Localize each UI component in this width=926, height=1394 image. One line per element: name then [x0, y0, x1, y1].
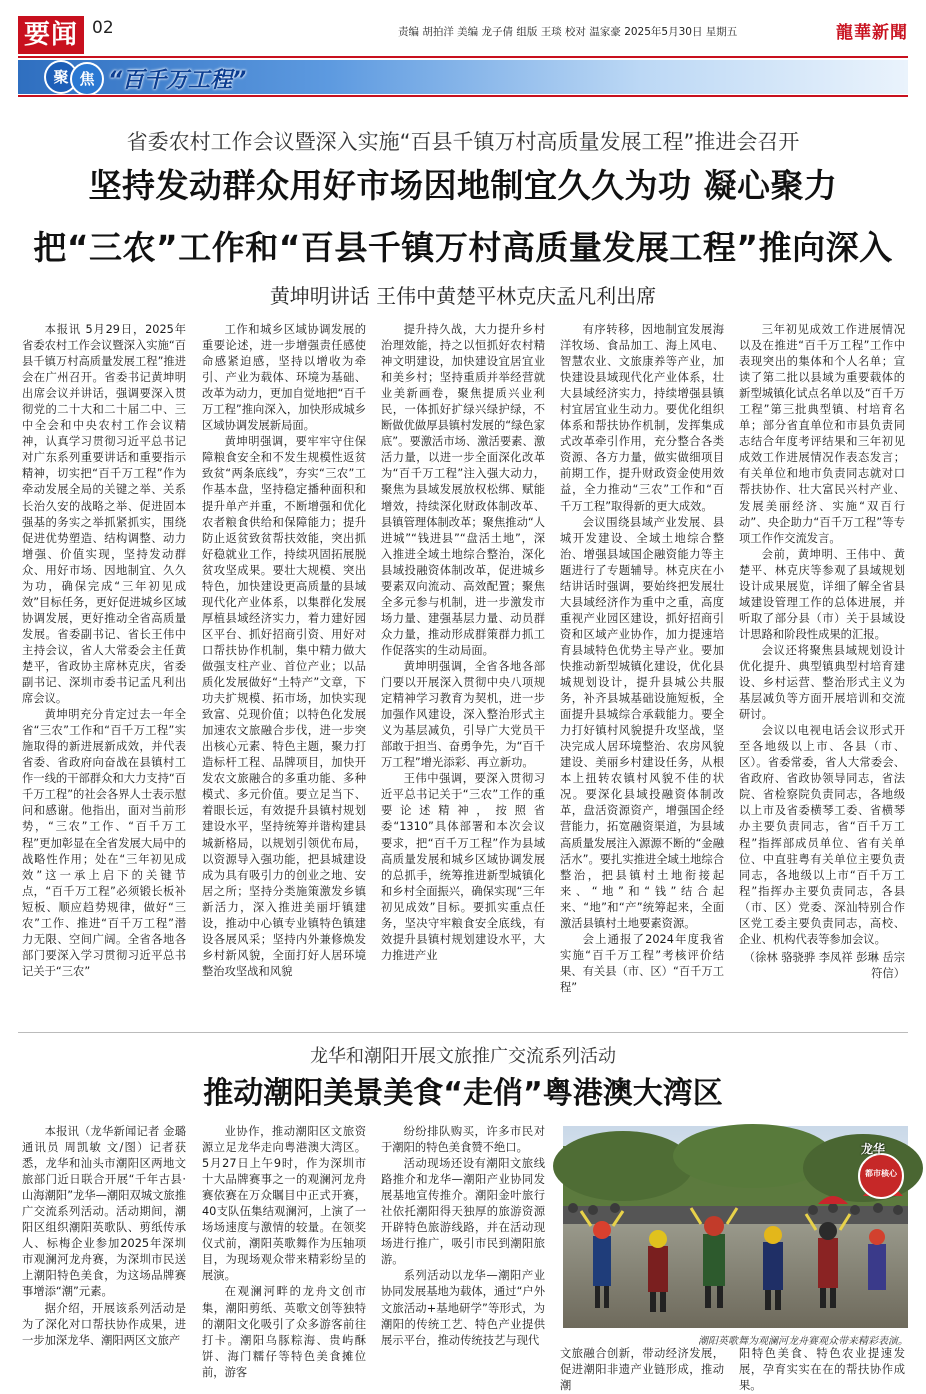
article2-col4-text: 文旅融合创新，带动经济发展，促进潮阳非遗产业链形成，推动潮 [560, 1347, 724, 1393]
article1-kicker: 省委农村工作会议暨深入实施“百县千镇万村高质量发展工程”推进会召开 [126, 130, 800, 154]
photo-illustration [563, 1126, 908, 1328]
article2-col1-text-para: 据介绍，开展该系列活动是为了深化对口帮扶协作成果，进一步加深龙华、潮阳两区文旅产 [22, 1301, 186, 1347]
article1-col4-text-para: 会议围绕县域产业发展、县城开发建设、全域土地综合整治、增强县域国企融资能力等主题进行了专题辅导。林克庆在小结讲话时强调，要始终把发展壮大县域经济作为重中之重，高度重视产业园区建设，抓好招商引资和区域产业协作，加力提速培育县域特色优势主导产业。要加快推动新型城镇化建设，优化县城规划设计，提升县城公共服务，补齐县城基础设施短板，全面提升县城综合承载能力。要全力打好镇村风貌提升攻坚战，坚决完成人居环境整治、农房风貌建设、美丽乡村建设任务，从根本上扭转农镇村风貌不佳的状况。要深化县域投融资体制改革，盘活资源资产，增强国企经营能力，拓宽融资渠道，为县域高质量发展注入源源不断的“金融活水”。要扎实推进全域土地综合整治，把县镇村土地衔接起来、“地”和“钱”结合起来、“地”和“产”统筹起来，全面激活县镇村土地要素资源。 [560, 515, 725, 930]
section-divider [18, 1032, 908, 1033]
article1-col5-text: 三年初见成效工作进展情况以及在推进“百千万工程”工作中表现突出的集体和个人名单；宣读了第二批以县域为重要载体的新型城镇化试点名单以及“百千万工程”第三批典型镇、村培育名单；部分省直单位和市县负责同志结合年度考评结果和三年初见成效工作进展情况作表态发言；有关单位和地市负责同志就对口帮扶协作、壮大富民兴村产业、发展美丽经济、实施“双百行动”、央企助力“百千万工程”等专项工作作交流发言。 [739, 323, 905, 545]
article2-col3-text: 纷纷排队购买，许多市民对于潮阳的特色美食赞不绝口。 [381, 1125, 545, 1155]
article1-col5-text-para: 会议还将聚焦县域规划设计优化提升、典型镇典型村培育建设、乡村运营、整治形式主义为基层减负等方面开展培训和交流研讨。 [739, 643, 905, 722]
banner-title: “百千万工程” [108, 68, 247, 93]
article2-kicker: 龙华和潮阳开展文旅推广交流系列活动 [310, 1046, 616, 1067]
article1-col2-text-para: 黄坤明强调，要牢牢守住保障粮食安全和不发生规模性返贫致贫“两条底线”，夯实“三农”工作基本盘，坚持稳定播种面积和提升单产并重，不断增强和优化农者粮食供给和保障能力；提升防止返贫致贫帮扶效能，突出抓好稳就业工作，持续巩固拓展脱贫攻坚成果。要壮大规模、突出特色，加快建设更高质量的县域现代化产业体系，以集群化发展厚植县域经济实力，着力建好园区平台、抓好招商引资、用好对口帮扶协作机制，集中精力做大做强支柱产业、首位产业；以品质化发展做好“土特产”文章，下功夫扩规模、拓市场，加快实现致富、兑现价值；以特色化发展加速农文旅融合步伐，进一步突出核心元素、特色主题，聚力打造标杆工程、品牌项目，加快开发农文旅融合的多重功能、多种模式、多元价值。要立足当下、着眼长远，有效提升县镇村规划建设水平，坚持统筹并谐构建县城新格局，以规划引领优布局，以资源导入强功能，把县城建设成为具有吸引力的创业之地、安居之所；坚持分类施策激发乡镇新活力，深入推进美丽圩镇建设，推动中心镇专业镇特色镇建设各展风采；坚持内外兼修焕发乡村新风貌，全面打好人居环境整治攻坚战和风貌 [202, 435, 366, 978]
news-photo [563, 1126, 908, 1328]
article1-col2-text: 工作和城乡区域协调发展的重要论述，进一步增强责任感使命感紧迫感，坚持以增收为牵引、产业为载体、环境为基础、改革为动力，更加自觉地把“百千万工程”推向深入，加快形成城乡区域协调发展新局面。 [202, 323, 367, 433]
focus-banner [18, 60, 908, 94]
editor-meta: 责编 胡拍洋 美编 龙子倩 组版 王琰 校对 温家豪 2025年5月30日 星期五 [398, 26, 738, 38]
article1-headline-1: 坚持发动群众用好市场因地制宜久久为功 凝心聚力 [88, 166, 838, 205]
article1-column-4 [560, 322, 724, 1024]
article1-subhead: 黄坤明讲话 王伟中黄楚平林克庆孟凡利出席 [269, 284, 657, 308]
article2-col5-text: 阳特色美食、特色农业提速发展，孕育实实在在的帮扶协作成果。 [739, 1347, 905, 1393]
article1-column-3 [381, 322, 545, 1024]
paper-logo: 龍華新聞 [836, 23, 908, 43]
header-rule [18, 56, 908, 58]
article1-column-5 [739, 322, 905, 1024]
article1-col5-text-para: 会前，黄坤明、王伟中、黄楚平、林克庆等参观了县域规划设计成果展览，详细了解全省县域建设管理工作的总体进展，并听取了部分县（市）关于县域设计思路和阶段性成果的汇报。 [739, 547, 905, 641]
article1-col4-text-para: 会上通报了2024年度我省实施“百千万工程”考核评价结果、有关县（市、区）“百千万工程” [560, 932, 725, 994]
photo-caption: 潮阳英歌舞为观澜河龙舟赛观众带来精彩表演。 [698, 1336, 908, 1347]
article2-col1-text: 本报讯（龙华新闻记者 金璐 通讯员 周凯敏 文/图）记者获悉，龙华和汕头市潮阳区两地文旅部门近日联合开展“千年古县·山海潮阳”龙华—潮阳双城文旅推广交流系列活动。活动期间，潮阳区组织潮阳英歌队、剪纸传承人、标梅企业参加2025年深圳市观澜河龙舟赛，为深圳市民送上潮阳特色美食，为这场品牌赛事增添“潮”元素。 [22, 1125, 187, 1299]
banner-rule [18, 95, 908, 97]
article2-column-1 [22, 1124, 186, 1372]
page-number: 02 [92, 18, 114, 38]
article1-headline-2: 把“三农”工作和“百县千镇万村高质量发展工程”推向深入 [33, 228, 893, 267]
article2-column-5 [739, 1346, 905, 1393]
article1-col4-text: 有序转移，因地制宜发展海洋牧场、食品加工、海上风电、智慧农业、文旅康养等产业，加快建设县域现代化产业体系，壮大县域经济实力，持续增强县镇村宜居宜业生动力。要优化组织体系和帮扶协作机制，发挥集成式改革牵引作用，充分整合各类资源、各方力量，做实做细项目前期工作，提升财政资金使用效益，全力推动“三农”工作和“百千万工程”取得新的更大成效。 [560, 323, 724, 513]
article1-col5-text-para: 会议以电视电话会议形式开至各地级以上市、各县（市、区）。省委常委，省人大常委会、省政府、省政协领导同志，省法院、省检察院负责同志，各地级以上市及省委横琴工委、省横琴办主要负责同志，省“百千万工程”指挥部成员单位、省有关单位、中直驻粤有关单位主要负责同志，各地级以上市“百千万工程”指挥办主要负责同志，各县（市、区）党委、深汕特别合作区党工委主要负责同志，高校、企业、机构代表等参加会议。 [739, 724, 905, 946]
photo-watermark: 龙华 [861, 1142, 886, 1156]
photo-badge: 都市核心 [865, 1169, 897, 1178]
article2-column-4 [560, 1346, 724, 1393]
article1-col3-text-para: 黄坤明强调，全省各地各部门要以开展深入贯彻中央八项规定精神学习教育为契机，进一步加强作风建设，深入整治形式主义为基层减负，引导广大党员干部敢于担当、奋勇争先，为“百千万工程”增光添彩、再立新功。 [381, 659, 546, 770]
article1-byline: （徐林 骆骁骅 李凤祥 彭琳 岳宗 符信） [743, 950, 905, 980]
banner-circle-1: 聚 [44, 60, 78, 94]
article2-column-2 [202, 1124, 366, 1379]
article2-col3-text-para: 系列活动以龙华—潮阳产业协同发展基地为载体，通过“户外文旅活动+基地研学”等形式，为潮阳的传统工艺、特色产业提供展示平台，推动传统技艺与现代 [381, 1269, 546, 1347]
section-tag: 要闻 [18, 16, 84, 54]
article2-headline: 推动潮阳美景美食“走俏”粤港澳大湾区 [203, 1076, 723, 1111]
article2-col2-text-para: 在观澜河畔的龙舟文创市集，潮阳剪纸、英歌文创等独特的潮阳文化吸引了众多游客前往打卡。潮阳乌豚粽海、贵屿酥饼、海门糯仔等特色美食摊位前，游客 [202, 1285, 366, 1379]
article2-column-3 [381, 1124, 545, 1372]
article1-col1-text-para: 黄坤明充分肯定过去一年全省“三农”工作和“百千万工程”实施取得的新进展新成效，并代表省委、省政府向奋战在县镇村工作一线的干部群众和大力支持“百千万工程”的社会各界人士表示慰问和感谢。他指出，面对当前形势，“三农”工作、“百千万工程”更加彰显在全省发展大局中的战略性作用；处在“三年初见成效”这一承上启下的关键节点，“百千万工程”必须锻长板补短板、顺应趋势规律，做好“三农”工作、推进“百千万工程”潜力无限、空间广阔。全省各地各部门要深入学习贯彻习近平总书记关于“三农” [22, 708, 187, 978]
article1-column-2 [202, 322, 366, 1024]
article2-col2-text: 业协作，推动潮阳区文旅资源立足龙华走向粤港澳大湾区。5月27日上午9时，作为深圳市十大品牌赛事之一的观澜河龙舟赛依赛在万众瞩目中正式开赛，40支队伍集结观澜河，上演了一场场速度与激情的较量。在领奖仪式前，潮阳英歌舞作为压轴项目，为现场观众带来精彩纷呈的展演。 [202, 1125, 366, 1283]
article1-col3-text: 提升持久战，大力提升乡村治理效能，持之以恒抓好农村精神文明建设，加快建设宜居宜业和美乡村；坚持重质并举经营就业美新画卷，聚焦提质兴业利民，一体抓好扩绿兴绿护绿，不断做优做厚县镇村发展的“绿色家底”。要激活市场、激活要素、激活力量，以进一步全面深化改革为“百千万工程”注入强大动力，聚焦为县域发展放权松绑、赋能增效，持续深化财政体制改革、县镇管理体制改革；聚焦推动“人进城”“钱进县”“盘活土地”，深入推进全域土地综合整治，深化县域投融资体制改革，促进城乡要素双向流动、高效配置；聚焦全多元参与机制，进一步激发市场力量、建强基层力量、动员群众力量，推动形成群策群力抓工作促落实的生动局面。 [381, 323, 546, 657]
article1-col1-text: 本报讯 5月29日，2025年省委农村工作会议暨深入实施“百县千镇万村高质量发展工程”推进会在广州召开。省委书记黄坤明出席会议并讲话，强调要深入贯彻党的二十大和二十届二中、三中全会和中央农村工作会议精神，认真学习贯彻习近平总书记对广东系列重要讲话和重要指示精神，切实把“百千万工程”作为牵动发展全局的关键之举、关系长治久安的战略之举、促进固本强基的务实之举抓紧抓实，围绕促进优势塑造、结构调整、动力增强、价值实现，坚持发动群众、用好市场、因地制宜、久久为功，确保完成“三年初见成效”目标任务，更好促进城乡区域协调发展，更好推动全省高质量发展。省委副书记、省长王伟中主持会议，省人大常委会主任黄楚平，省政协主席林克庆，省委副书记、深圳市委书记孟凡利出席会议。 [22, 323, 187, 706]
article2-col3-text-para: 活动现场还设有潮阳文旅线路推介和龙华—潮阳产业协同发展基地宣传推介。潮阳金叶旅行社依托潮阳得天独厚的旅游资源开辟特色旅游线路，并在活动现场进行推广，吸引市民到潮阳旅游。 [381, 1157, 545, 1267]
banner-circle-2: 焦 [70, 62, 104, 96]
article1-col3-text-para: 王伟中强调，要深入贯彻习近平总书记关于“三农”工作的重要论述精神，按照省委“1310”具体部署和本次会议要求，把“百千万工程”作为县域高质量发展和城乡区域协调发展的总抓手，统筹推进新型城镇化和乡村全面振兴，确保实现“三年初见成效”目标。要抓实重点任务，坚决守牢粮食安全底线，有效提升县镇村规划建设水平，大力推进产业 [381, 772, 546, 962]
article1-column-1 [22, 322, 186, 1024]
